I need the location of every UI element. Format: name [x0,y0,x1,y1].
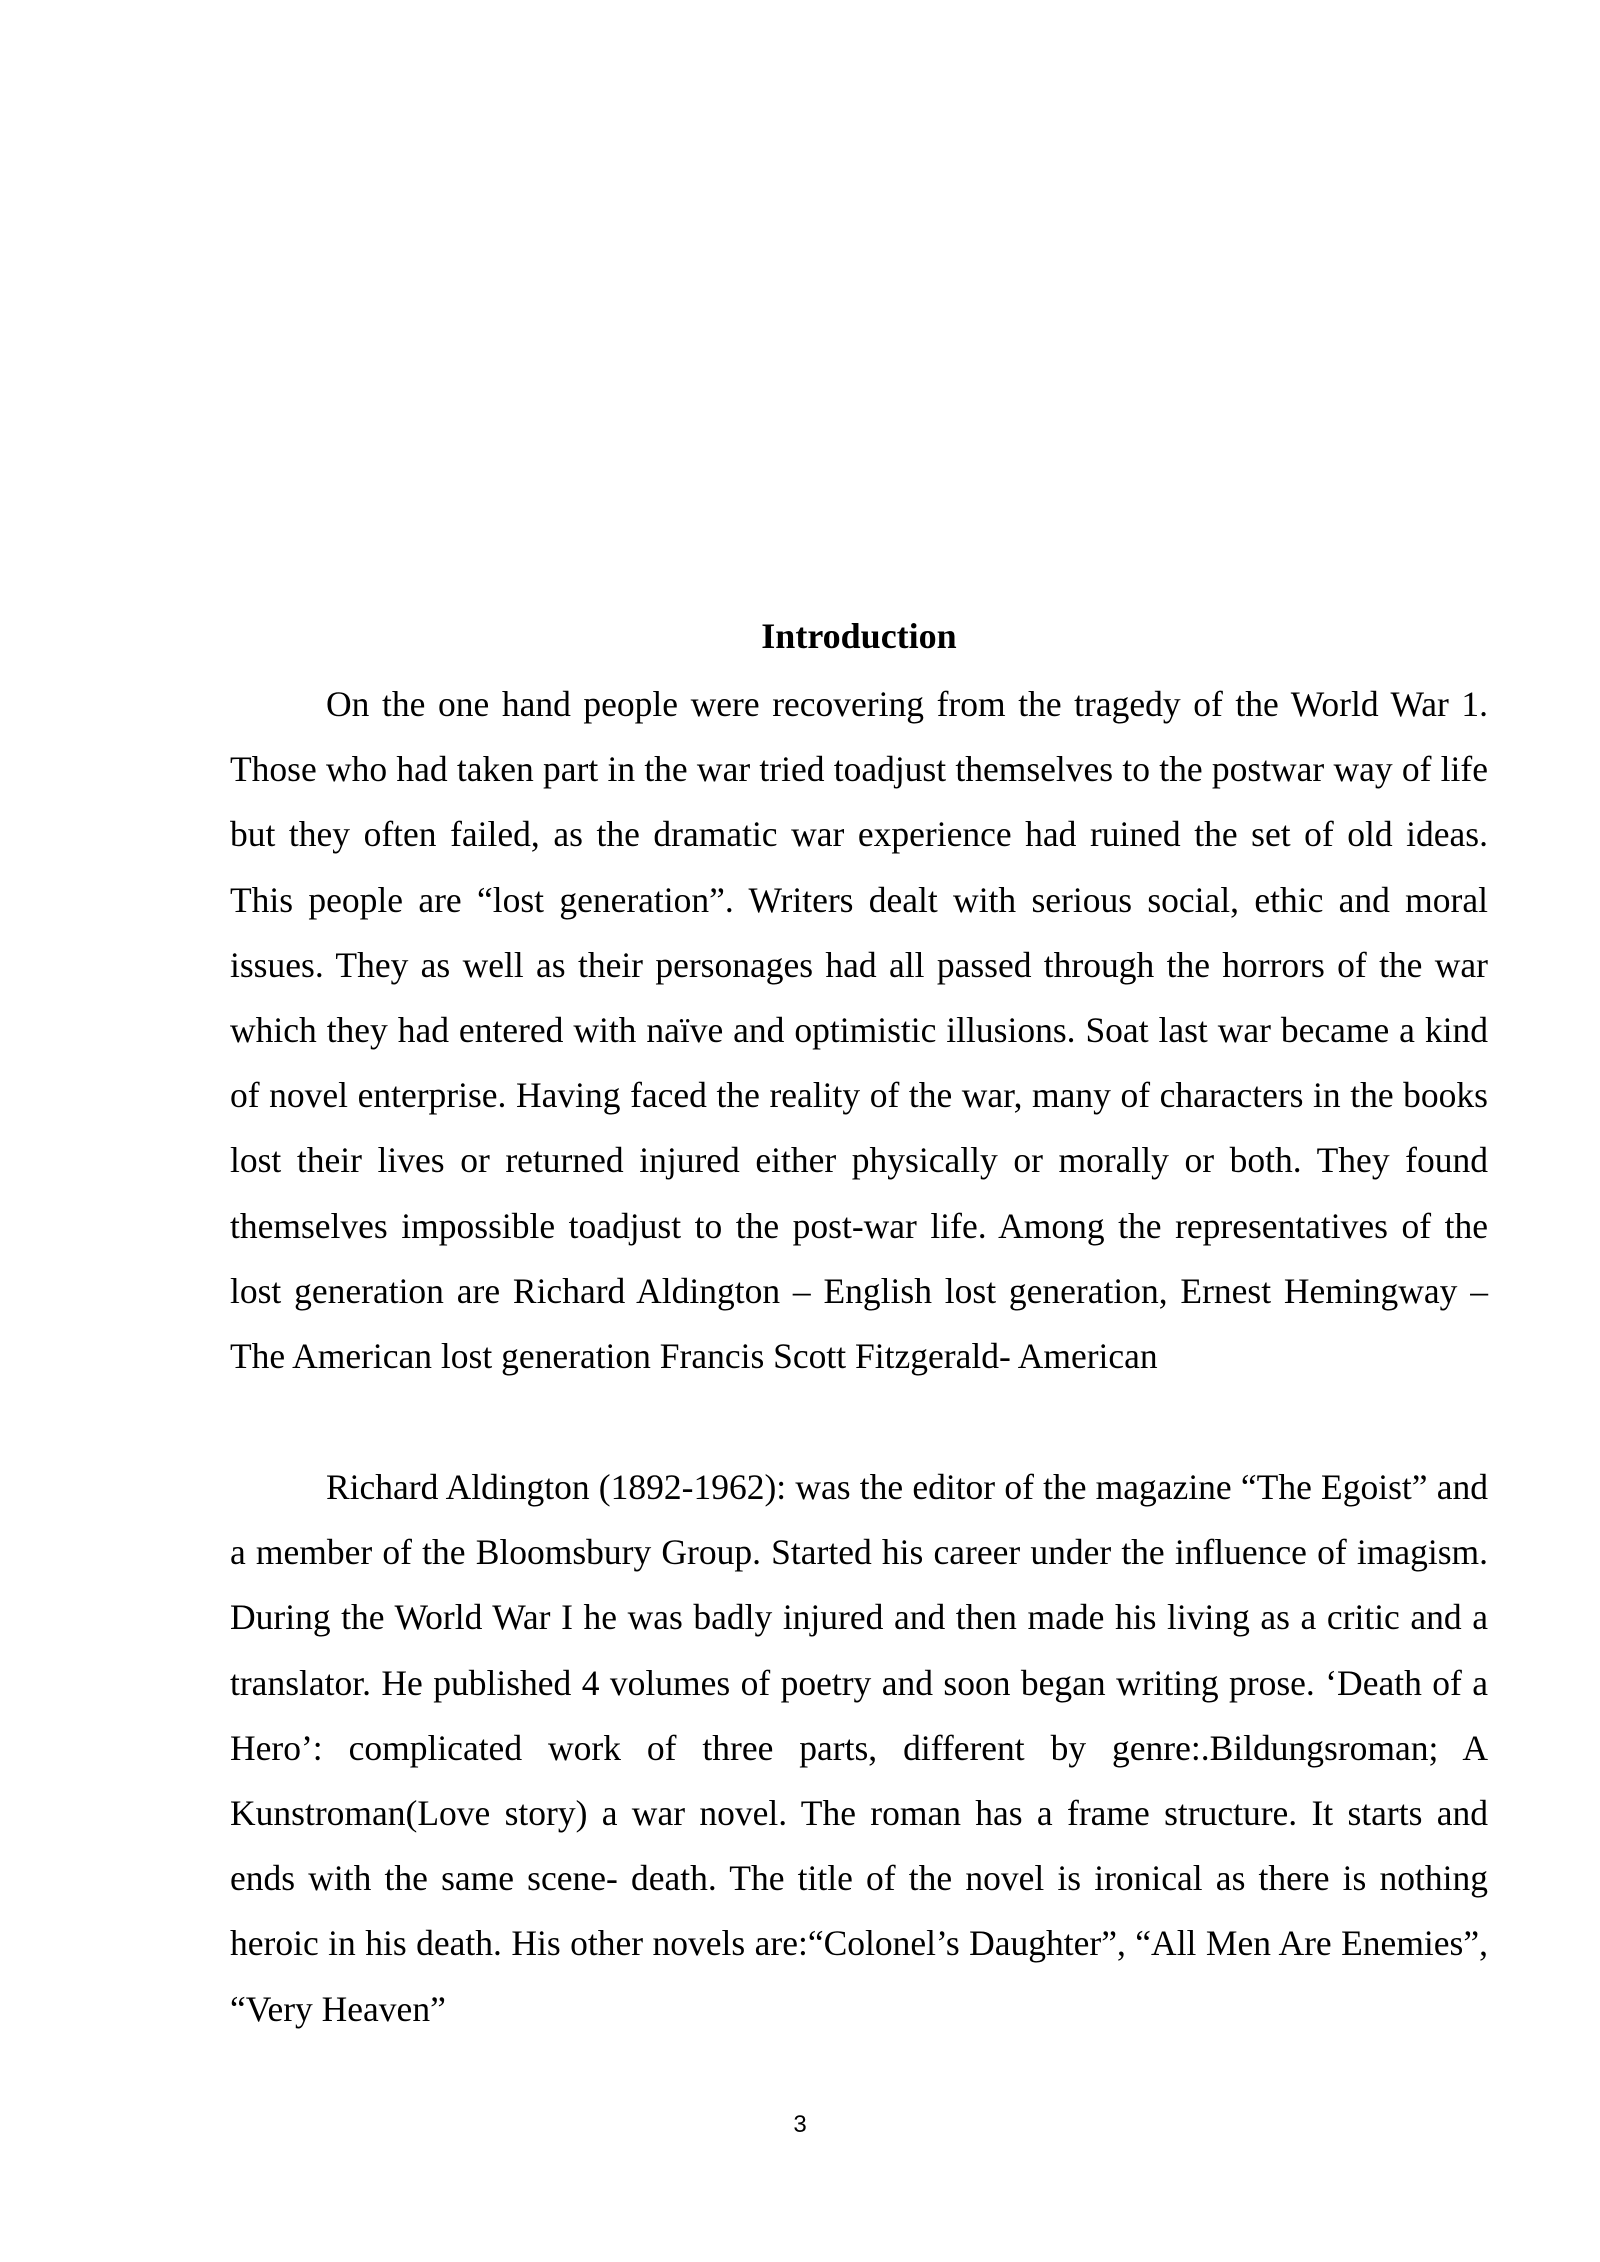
body-paragraph: Richard Aldington (1892-1962): was the editor of the magazine “The Egoist” and a member of the Bloomsbury Group. Started his career under the influence of imagism. During the World War I he was badly injured and then made his living as a critic and a translator. He published 4 volumes of poetry and soon began writing prose. ‘Death of a Hero’: complicated work of three parts, different by genre:.Bildungsroman; A Kunstroman(Love story) a war novel. The roman has a frame structure. It starts and ends with the same scene- death. The title of the novel is ironical as there is nothing heroic in his death. His other novels are:“Colonel’s Daughter”, “All Men Are Enemies”, “Very Heaven” [230,1467,1488,2029]
section-heading: Introduction [761,616,957,656]
body-paragraph: On the one hand people were recovering from the tragedy of the World War 1. Those who had taken part in the war tried toadjust themselves to the postwar way of life but they often failed, as the dramatic war experience had ruined the set of old ideas. This people are “lost generation”. Writers dealt with serious social, ethic and moral issues. They as well as their personages had all passed through the horrors of the war which they had entered with naïve and optimistic illusions. Soat last war became a kind of novel enterprise. Having faced the reality of the war, many of characters in the books lost their lives or returned injured either physically or morally or both. They found themselves impossible toadjust to the post-war life. Among the representatives of the lost generation are Richard Aldington – English lost generation, Ernest Hemingway – The American lost generation Francis Scott Fitzgerald- American [230,684,1488,1377]
page-number: 3 [793,2111,807,2138]
